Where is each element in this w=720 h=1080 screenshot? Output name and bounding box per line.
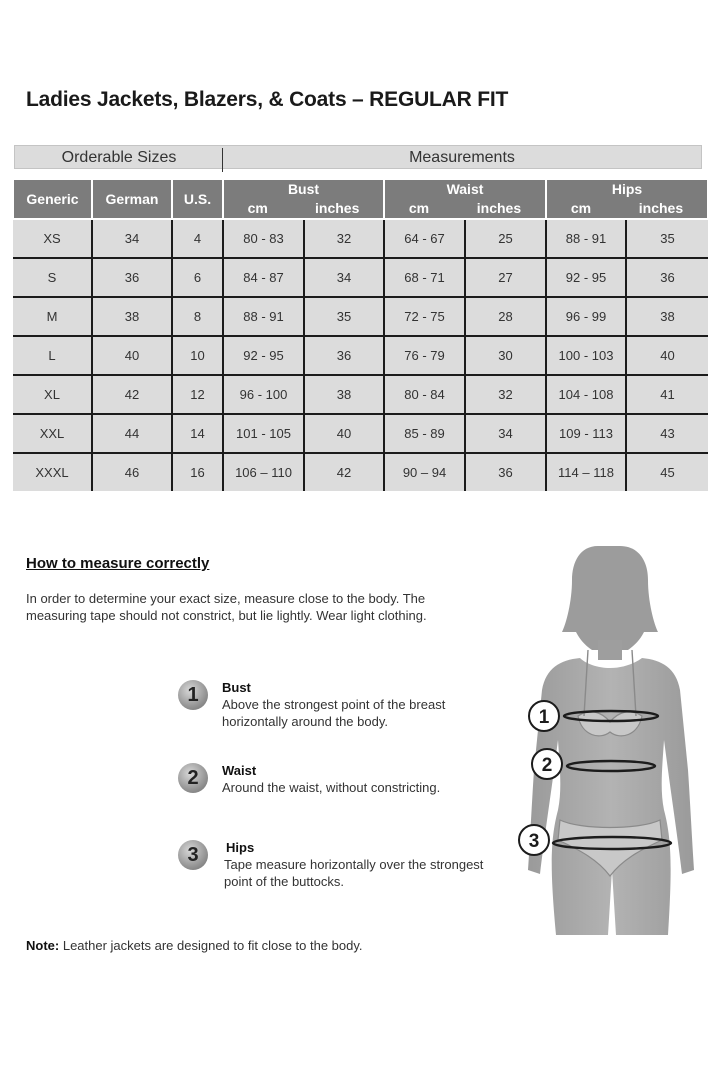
bust-label: Bust (287, 181, 320, 197)
table-row (13, 453, 708, 491)
cell-generic: S (13, 258, 92, 297)
page-title: Ladies Jackets, Blazers, & Coats – REGULAR FIT (26, 88, 509, 111)
cell-waist-cm: 72 - 75 (384, 297, 465, 336)
step-name: Bust (222, 680, 251, 695)
cell-hips-inches: 38 (626, 297, 708, 336)
cell-bust-inches: 35 (304, 297, 384, 336)
table-row (13, 414, 708, 453)
cell-hips-cm: 88 - 91 (546, 219, 626, 258)
note-label: Note: (26, 938, 60, 953)
cell-us: 4 (172, 219, 223, 258)
cell-us: 12 (172, 375, 223, 414)
orderable-sizes-label: Orderable Sizes (61, 149, 177, 166)
cell-german: 36 (92, 258, 172, 297)
cell-generic: L (13, 336, 92, 375)
cell-generic: XXL (13, 414, 92, 453)
cell-waist-cm: 68 - 71 (384, 258, 465, 297)
bust-inches-label: inches (315, 200, 360, 216)
step-number-badge: 2 (178, 763, 208, 793)
waist-label: Waist (446, 181, 484, 197)
cell-generic: XL (13, 375, 92, 414)
hips-cm-label: cm (570, 200, 592, 216)
step-number-badge: 1 (178, 680, 208, 710)
cell-us: 16 (172, 453, 223, 491)
table-row (13, 219, 708, 258)
marker-3-label: 3 (528, 831, 540, 852)
cell-hips-inches: 41 (626, 375, 708, 414)
table-row (13, 336, 708, 375)
step-description: Above the strongest point of the breast horizontally around the body. (222, 697, 446, 729)
cell-german: 46 (92, 453, 172, 491)
cell-german: 42 (92, 375, 172, 414)
step-description: Around the waist, without constricting. (222, 780, 441, 795)
table-row (13, 258, 708, 297)
cell-us: 8 (172, 297, 223, 336)
waist-inches-label: inches (476, 200, 522, 216)
cell-waist-inches: 27 (465, 258, 546, 297)
step-name: Waist (222, 763, 257, 778)
figure-body (528, 658, 694, 935)
cell-german: 40 (92, 336, 172, 375)
figure-neck (598, 640, 622, 660)
cell-generic: M (13, 297, 92, 336)
cell-generic: XS (13, 219, 92, 258)
cell-german: 34 (92, 219, 172, 258)
table-group-bar (14, 145, 702, 169)
table-row (13, 297, 708, 336)
note-text: Leather jackets are designed to fit close to the body. (62, 938, 363, 953)
header-waist (384, 179, 546, 219)
cell-waist-cm: 90 – 94 (384, 453, 465, 491)
cell-bust-cm: 84 - 87 (223, 258, 304, 297)
step-description: Tape measure horizontally over the strongest point of the buttocks. (224, 857, 484, 889)
cell-bust-inches: 36 (304, 336, 384, 375)
cell-waist-inches: 30 (465, 336, 546, 375)
cell-bust-cm: 92 - 95 (223, 336, 304, 375)
cell-waist-cm: 76 - 79 (384, 336, 465, 375)
cell-waist-inches: 28 (465, 297, 546, 336)
cell-waist-inches: 25 (465, 219, 546, 258)
body-silhouette-figure (510, 540, 710, 935)
cell-hips-inches: 35 (626, 219, 708, 258)
cell-waist-inches: 36 (465, 453, 546, 491)
hips-inches-label: inches (638, 200, 684, 216)
cell-bust-cm: 106 – 110 (223, 453, 304, 491)
howto-intro: In order to determine your exact size, measure close to the body. The measuring tape should not constrict, but lie lightly. Wear light clothing. (26, 591, 427, 623)
measurements-label: Measurements (409, 149, 515, 166)
bust-cm-label: cm (247, 200, 268, 216)
cell-hips-cm: 104 - 108 (546, 375, 626, 414)
header-us: U.S. (172, 179, 223, 219)
step-name: Hips (226, 840, 255, 855)
size-table-body (13, 219, 708, 491)
step-number-badge: 3 (178, 840, 208, 870)
cell-bust-inches: 34 (304, 258, 384, 297)
waist-cm-label: cm (408, 200, 430, 216)
leather-note (26, 938, 363, 953)
howto-heading: How to measure correctly (26, 555, 210, 572)
hips-label: Hips (611, 181, 643, 197)
cell-bust-inches: 38 (304, 375, 384, 414)
cell-hips-cm: 109 - 113 (546, 414, 626, 453)
cell-hips-cm: 114 – 118 (546, 453, 626, 491)
cell-hips-inches: 45 (626, 453, 708, 491)
cell-bust-cm: 88 - 91 (223, 297, 304, 336)
header-generic: Generic (13, 179, 92, 219)
cell-bust-cm: 101 - 105 (223, 414, 304, 453)
cell-bust-inches: 32 (304, 219, 384, 258)
table-row (13, 375, 708, 414)
cell-hips-cm: 100 - 103 (546, 336, 626, 375)
cell-us: 10 (172, 336, 223, 375)
cell-waist-cm: 80 - 84 (384, 375, 465, 414)
cell-hips-cm: 96 - 99 (546, 297, 626, 336)
size-table (12, 178, 709, 491)
cell-us: 6 (172, 258, 223, 297)
cell-bust-cm: 96 - 100 (223, 375, 304, 414)
marker-2-label: 2 (541, 755, 553, 776)
cell-waist-cm: 64 - 67 (384, 219, 465, 258)
cell-hips-inches: 40 (626, 336, 708, 375)
header-hips (546, 179, 708, 219)
cell-waist-inches: 32 (465, 375, 546, 414)
marker-1-label: 1 (538, 707, 550, 728)
cell-german: 38 (92, 297, 172, 336)
cell-german: 44 (92, 414, 172, 453)
cell-hips-cm: 92 - 95 (546, 258, 626, 297)
cell-waist-inches: 34 (465, 414, 546, 453)
cell-generic: XXXL (13, 453, 92, 491)
cell-bust-cm: 80 - 83 (223, 219, 304, 258)
cell-hips-inches: 43 (626, 414, 708, 453)
figure-head (562, 546, 658, 650)
cell-bust-inches: 42 (304, 453, 384, 491)
cell-waist-cm: 85 - 89 (384, 414, 465, 453)
cell-bust-inches: 40 (304, 414, 384, 453)
cell-hips-inches: 36 (626, 258, 708, 297)
header-german: German (92, 179, 172, 219)
cell-us: 14 (172, 414, 223, 453)
header-bust (223, 179, 384, 219)
